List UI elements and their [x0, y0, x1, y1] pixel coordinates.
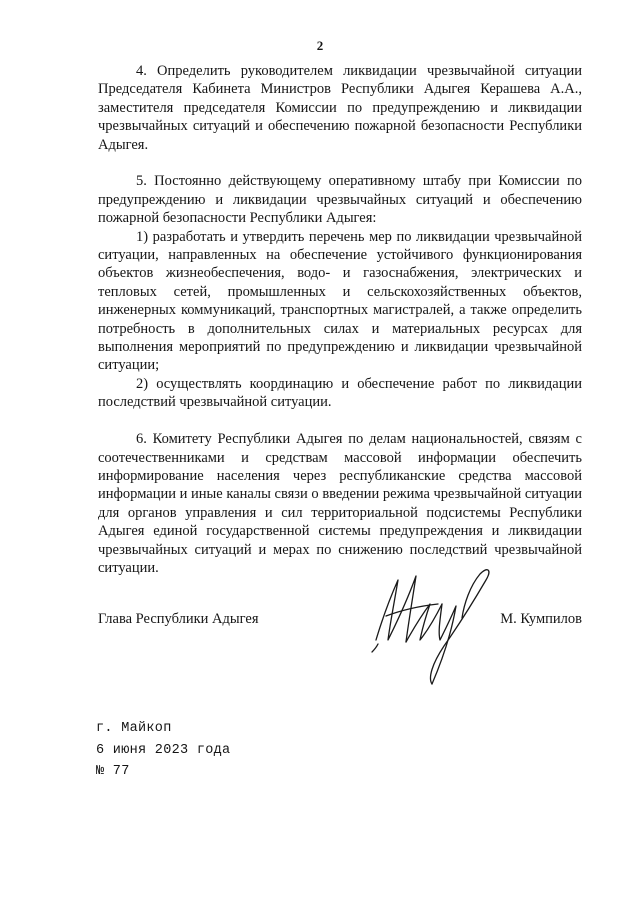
document-footer: [96, 718, 230, 783]
paragraph-spacer: [98, 412, 582, 430]
subparagraph-2: 2) осуществлять координацию и обеспечение работ по ликвидации последствий чрезвычайной ситуации.: [98, 375, 582, 411]
signature-block: [98, 611, 582, 631]
paragraph-item-5: 5. Постоянно действующему оперативному штабу при Комиссии по предупреждению и ликвидации чрезвычайных ситуаций и обеспечению пожарной безопасности Республики Адыгея:: [98, 173, 582, 227]
paragraph-spacer: [98, 154, 582, 172]
page-number: 2: [316, 38, 324, 53]
paragraph-item-4: 4. Определить руководителем ликвидации чрезвычайной ситуации Председателя Кабинета Министров Республики Адыгея Керашева А.А., заместителя председателя Комиссии по предупреждению и ликвидации чрезвычайных ситуаций и обеспечению пожарной безопасности Республики Адыгея.: [98, 63, 582, 153]
paragraph-item-6: 6. Комитету Республики Адыгея по делам национальностей, связям с соотечественниками и средствам массовой информации обеспечить информирование населения через республиканские средства массовой информации и иные каналы связи о введении режима чрезвычайной ситуации для органов управления и сил территориальной подсистемы Республики Адыгея единой государственной системы предупреждения и ликвидации чрезвычайных ситуаций и мерах по снижению последствий чрезвычайной ситуации.: [98, 431, 582, 576]
signatory-title: Глава Республики Адыгея: [98, 611, 259, 627]
signatory-name: М. Кумпилов: [500, 611, 582, 627]
subparagraph-1: 1) разработать и утвердить перечень мер по ликвидации чрезвычайной ситуации, направленных на обеспечение устойчивого функционирования объектов жизнеобеспечения, водо- и газоснабжения, электрических и тепловых сетей, промышленных и сельскохозяйственных объектов, инженерных коммуникаций, транспортных магистралей, а также определить потребность в дополнительных силах и материальных ресурсах для выполнения мероприятий по предупреждению и ликвидации чрезвычайной ситуации;: [98, 228, 582, 374]
document-number: № 77: [96, 764, 130, 779]
document-body: [98, 62, 582, 577]
issue-date: 6 июня 2023 года: [96, 742, 231, 758]
issue-city: г. Майкоп: [96, 721, 172, 736]
